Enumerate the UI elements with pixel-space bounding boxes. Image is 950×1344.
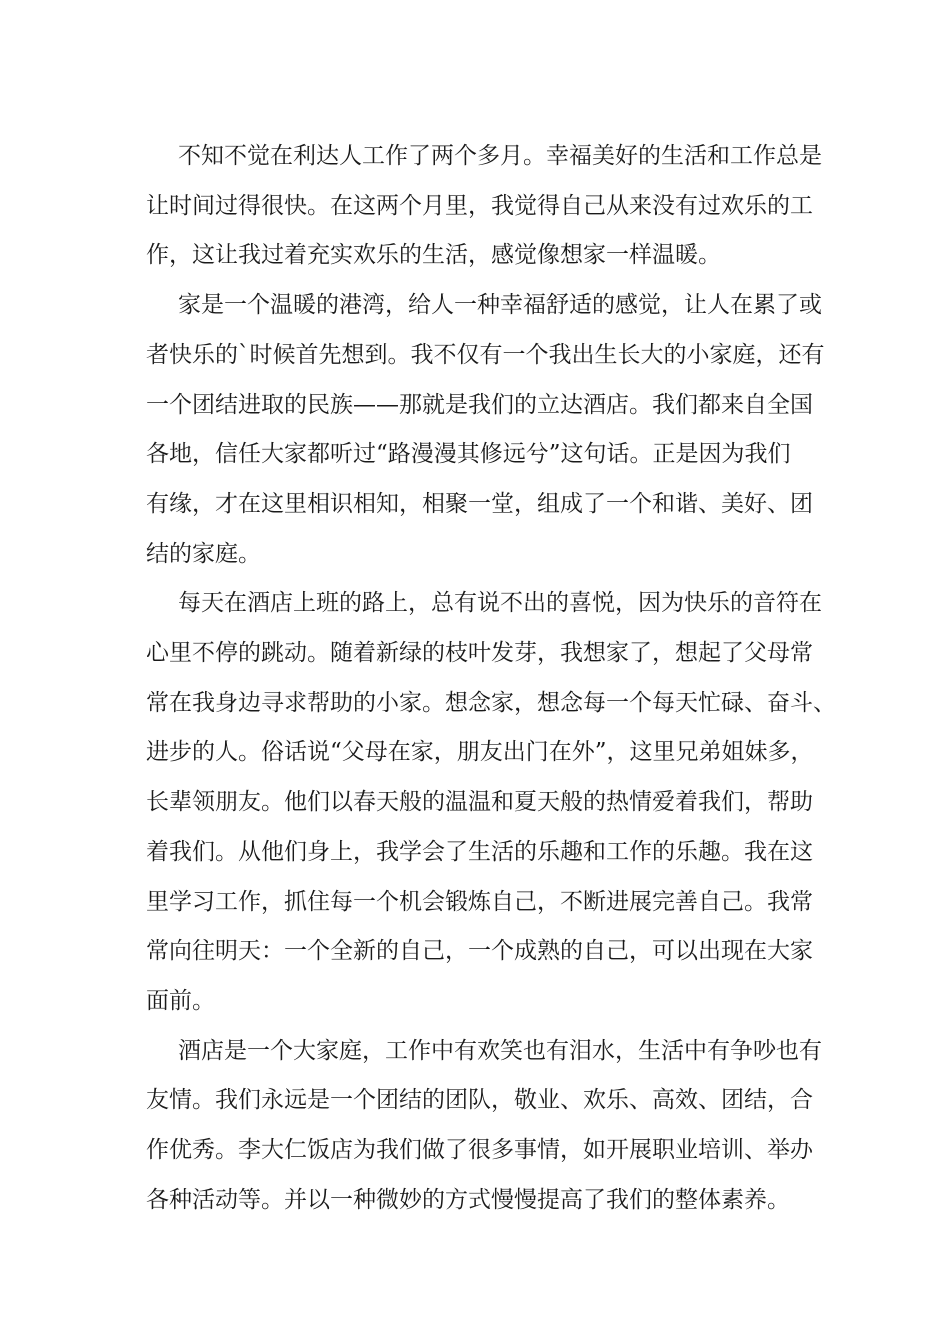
paragraph-2 bbox=[146, 281, 825, 579]
text-line: 一个团结进取的民族——那就是我们的立达酒店。我们都来自全国 bbox=[146, 391, 813, 418]
text-line: 各地，信任大家都听过“路漫漫其修远兮”这句话。正是因为我们 bbox=[146, 441, 791, 468]
text-line: 作，这让我过着充实欢乐的生活，感觉像想家一样温暖。 bbox=[146, 242, 721, 269]
text-line: 友情。我们永远是一个团结的团队，敬业、欢乐、高效、团结，合 bbox=[146, 1087, 813, 1114]
paragraph-1 bbox=[146, 132, 822, 281]
text-line: 进步的人。俗话说“父母在家，朋友出门在外”，这里兄弟姐妹多， bbox=[146, 739, 814, 766]
text-line: 常向往明天：一个全新的自己，一个成熟的自己，可以出现在大家 bbox=[146, 938, 813, 965]
text-line: 有缘，才在这里相识相知，相聚一堂，组成了一个和谐、美好、团 bbox=[146, 490, 813, 517]
text-line: 酒店是一个大家庭，工作中有欢笑也有泪水，生活中有争吵也有 bbox=[178, 1037, 822, 1064]
text-line: 面前。 bbox=[146, 987, 215, 1014]
paragraph-4 bbox=[146, 1027, 822, 1226]
text-line: 让时间过得很快。在这两个月里，我觉得自己从来没有过欢乐的工 bbox=[146, 192, 813, 219]
text-line: 长辈领朋友。他们以春天般的温温和夏天般的热情爱着我们，帮助 bbox=[146, 789, 813, 816]
text-line: 里学习工作，抓住每一个机会锻炼自己，不断进展完善自己。我常 bbox=[146, 888, 813, 915]
text-line: 各种活动等。并以一种微妙的方式慢慢提高了我们的整体素养。 bbox=[146, 1186, 790, 1213]
document-body bbox=[146, 132, 836, 1225]
text-line: 家是一个温暖的港湾，给人一种幸福舒适的感觉，让人在累了或 bbox=[178, 292, 822, 319]
text-line: 者快乐的`时候首先想到。我不仅有一个我出生长大的小家庭，还有 bbox=[146, 341, 825, 368]
text-line: 常在我身边寻求帮助的小家。想念家，想念每一个每天忙碌、奋斗、 bbox=[146, 689, 836, 716]
paragraph-3 bbox=[146, 579, 836, 1026]
text-line: 每天在酒店上班的路上，总有说不出的喜悦，因为快乐的音符在 bbox=[178, 590, 822, 617]
text-line: 作优秀。李大仁饭店为我们做了很多事情，如开展职业培训、举办 bbox=[146, 1137, 813, 1164]
text-line: 心里不停的跳动。随着新绿的枝叶发芽，我想家了，想起了父母常 bbox=[146, 640, 813, 667]
text-line: 不知不觉在利达人工作了两个多月。幸福美好的生活和工作总是 bbox=[178, 143, 822, 169]
text-line: 着我们。从他们身上，我学会了生活的乐趣和工作的乐趣。我在这 bbox=[146, 838, 813, 865]
text-line: 结的家庭。 bbox=[146, 540, 261, 567]
